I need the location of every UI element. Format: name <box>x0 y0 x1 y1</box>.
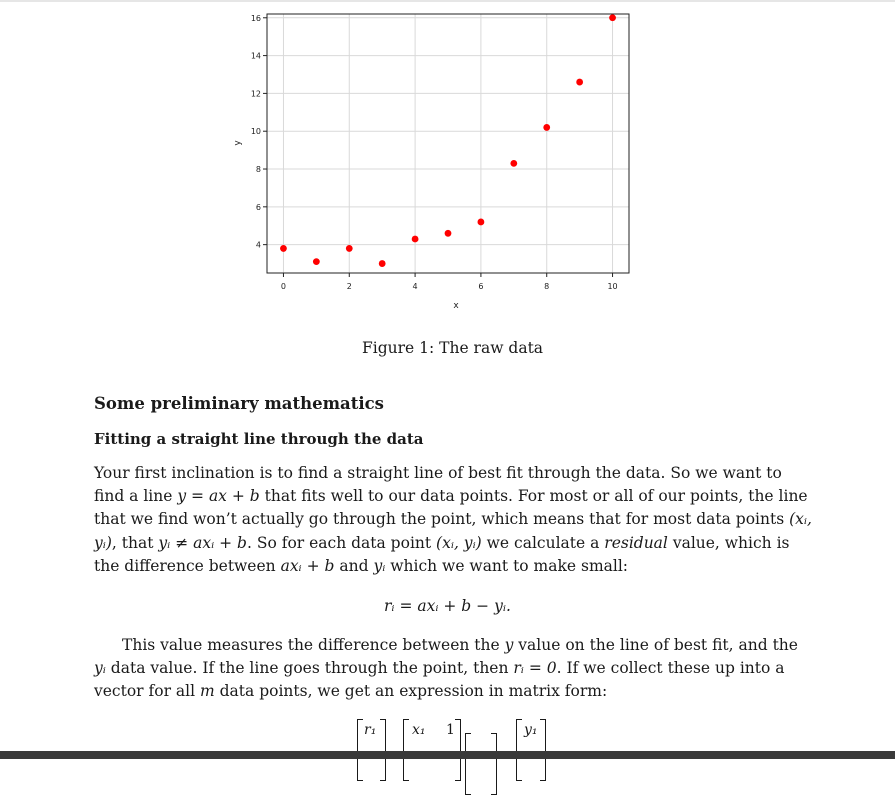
p1-text-c: , that <box>111 533 159 552</box>
residual-term: residual <box>604 533 668 552</box>
p1-text-a: Your first inclination is to find a straight line of best fit through the data. So we want to find a line <box>94 464 782 506</box>
p1-text-f: value, which is the difference between <box>94 533 790 575</box>
x-tick-label: 6 <box>478 282 484 291</box>
x-tick-label: 0 <box>280 282 287 291</box>
left-bracket <box>403 719 409 781</box>
residual-equation: rᵢ = axᵢ + b − yᵢ. <box>384 597 511 615</box>
yi-symbol-2: yᵢ <box>94 659 106 678</box>
matrix-entry-r1: r₁ <box>364 722 377 738</box>
bottom-bar <box>0 751 895 759</box>
data-point <box>379 260 386 267</box>
left-bracket <box>465 733 471 795</box>
y-symbol: y <box>504 636 514 654</box>
data-points <box>280 14 616 267</box>
section-heading: Some preliminary mathematics <box>94 394 384 413</box>
y-tick-label: 16 <box>250 13 261 23</box>
matrix-entry-y1: y₁ <box>524 722 538 738</box>
p2-text-c: data value. If the line goes through the point, then <box>105 659 514 678</box>
residual-vector <box>357 719 389 779</box>
right-bracket <box>455 719 461 781</box>
left-bracket <box>516 719 522 781</box>
y-tick-label: 12 <box>250 89 261 99</box>
linear-expression: axᵢ + b <box>280 556 335 575</box>
x-tick-label: 2 <box>346 282 352 291</box>
data-point-notation: (xᵢ, yᵢ) <box>94 510 812 552</box>
data-point <box>346 245 353 252</box>
p1-text-g: and <box>334 556 374 575</box>
y-tick-label: 10 <box>250 127 261 137</box>
paragraph-residual <box>94 634 812 704</box>
data-point <box>510 160 517 167</box>
data-point <box>609 14 616 21</box>
p2-text-d: . If we collect these up into a vector for all <box>94 659 785 701</box>
data-point <box>412 236 419 243</box>
y-axis-label: y <box>233 140 243 146</box>
x-axis-label: x <box>453 301 459 311</box>
residual-zero: rᵢ = 0 <box>513 659 557 678</box>
right-bracket <box>491 733 497 795</box>
x-tick-label: 8 <box>544 282 550 291</box>
p1-text-h: which we want to make small: <box>385 556 629 575</box>
p2-text-b: value on the line of best fit, and the <box>513 636 798 654</box>
y-tick-label: 14 <box>250 51 261 61</box>
p2-text-e: data points, we get an expression in matrix form: <box>214 682 608 701</box>
data-point <box>543 124 550 131</box>
p1-text-e: we calculate a <box>481 533 605 552</box>
matrix-entry-one: 1 <box>446 722 455 738</box>
right-bracket <box>540 719 546 781</box>
data-point <box>576 79 583 86</box>
p1-text-b: that fits well to our data points. For most or all of our points, the line that we find won’t actually go through the point, which means that for most data points <box>94 487 808 529</box>
data-point <box>280 245 287 252</box>
scatter-plot <box>225 2 645 322</box>
y-tick-label: 4 <box>255 240 261 250</box>
data-point <box>478 219 485 226</box>
yi-symbol: yᵢ <box>373 556 386 575</box>
matrix-entry-x1: x₁ <box>412 722 426 738</box>
subsection-heading: Fitting a straight line through the data <box>94 430 424 448</box>
y-tick-label: 8 <box>255 165 261 175</box>
observation-vector <box>516 719 550 779</box>
y-tick-label: 6 <box>255 202 261 212</box>
data-point <box>445 230 452 237</box>
data-point-notation-2: (xᵢ, yᵢ) <box>436 533 482 552</box>
paragraph-best-fit <box>94 462 812 578</box>
inequality-expression: yᵢ ≠ axᵢ + b <box>158 533 247 552</box>
x-tick-label: 4 <box>412 282 418 291</box>
right-bracket <box>380 719 386 781</box>
line-equation: y = ax + b <box>177 487 260 506</box>
p1-text-d: . So for each data point <box>246 533 437 552</box>
coefficient-vector <box>465 733 501 793</box>
data-point <box>313 258 320 265</box>
x-tick-label: 10 <box>607 282 618 291</box>
p2-text-a: This value measures the difference between the <box>122 636 505 654</box>
left-bracket <box>357 719 363 781</box>
design-matrix <box>403 719 465 779</box>
figure-caption: Figure 1: The raw data <box>362 339 544 357</box>
m-symbol: m <box>200 682 215 701</box>
